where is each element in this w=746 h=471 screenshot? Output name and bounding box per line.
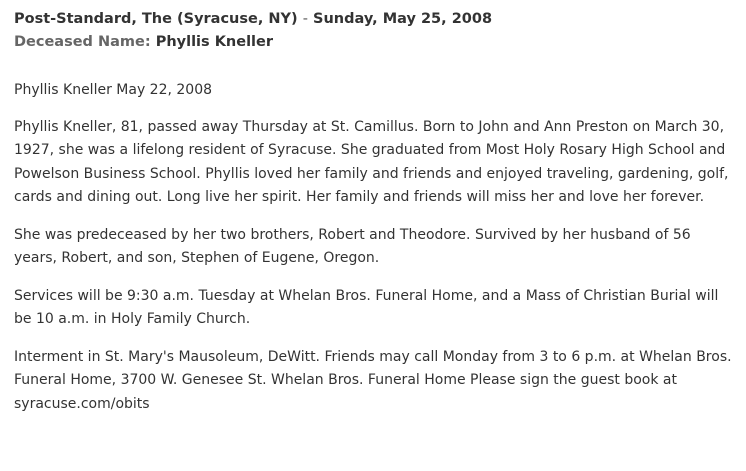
deceased-label: Deceased Name: [14, 34, 151, 50]
obituary-body [14, 79, 734, 416]
obituary-paragraph: Interment in St. Mary's Mausoleum, DeWitt. Friends may call Monday from 3 to 6 p.m. at Whelan Bros. Funeral Home, 3700 W. Genesee St. Whelan Bros. Funeral Home Please sign the guest book at syracuse.com/obits [14, 348, 732, 412]
obituary-page [14, 8, 734, 430]
obituary-paragraph: She was predeceased by her two brothers, Robert and Theodore. Survived by her husband of 56 years, Robert, and son, Stephen of Eugene, Oregon. [14, 226, 691, 266]
obituary-title-paragraph: Phyllis Kneller May 22, 2008 [14, 82, 213, 98]
obituary-paragraph: Services will be 9:30 a.m. Tuesday at Whelan Bros. Funeral Home, and a Mass of Christian Burial will be 10 a.m. in Holy Family Church. [14, 287, 719, 327]
publication-name: Post-Standard, The (Syracuse, NY) [14, 11, 298, 27]
obituary-paragraph: Phyllis Kneller, 81, passed away Thursday at St. Camillus. Born to John and Ann Preston on March 30, 1927, she was a lifelong resident of Syracuse. She graduated from Most Holy Rosary High School and Powelson Business School. Phyllis loved her family and friends and enjoyed traveling, gardening, golf, cards and dining out. Long live her spirit. Her family and friends will miss her and love her forever. [14, 118, 729, 205]
header-separator: - [302, 11, 308, 27]
header-spacer [14, 54, 734, 79]
deceased-name: Phyllis Kneller [155, 34, 274, 50]
publication-header [14, 8, 734, 31]
publication-date: Sunday, May 25, 2008 [313, 11, 493, 27]
deceased-line [14, 31, 734, 54]
